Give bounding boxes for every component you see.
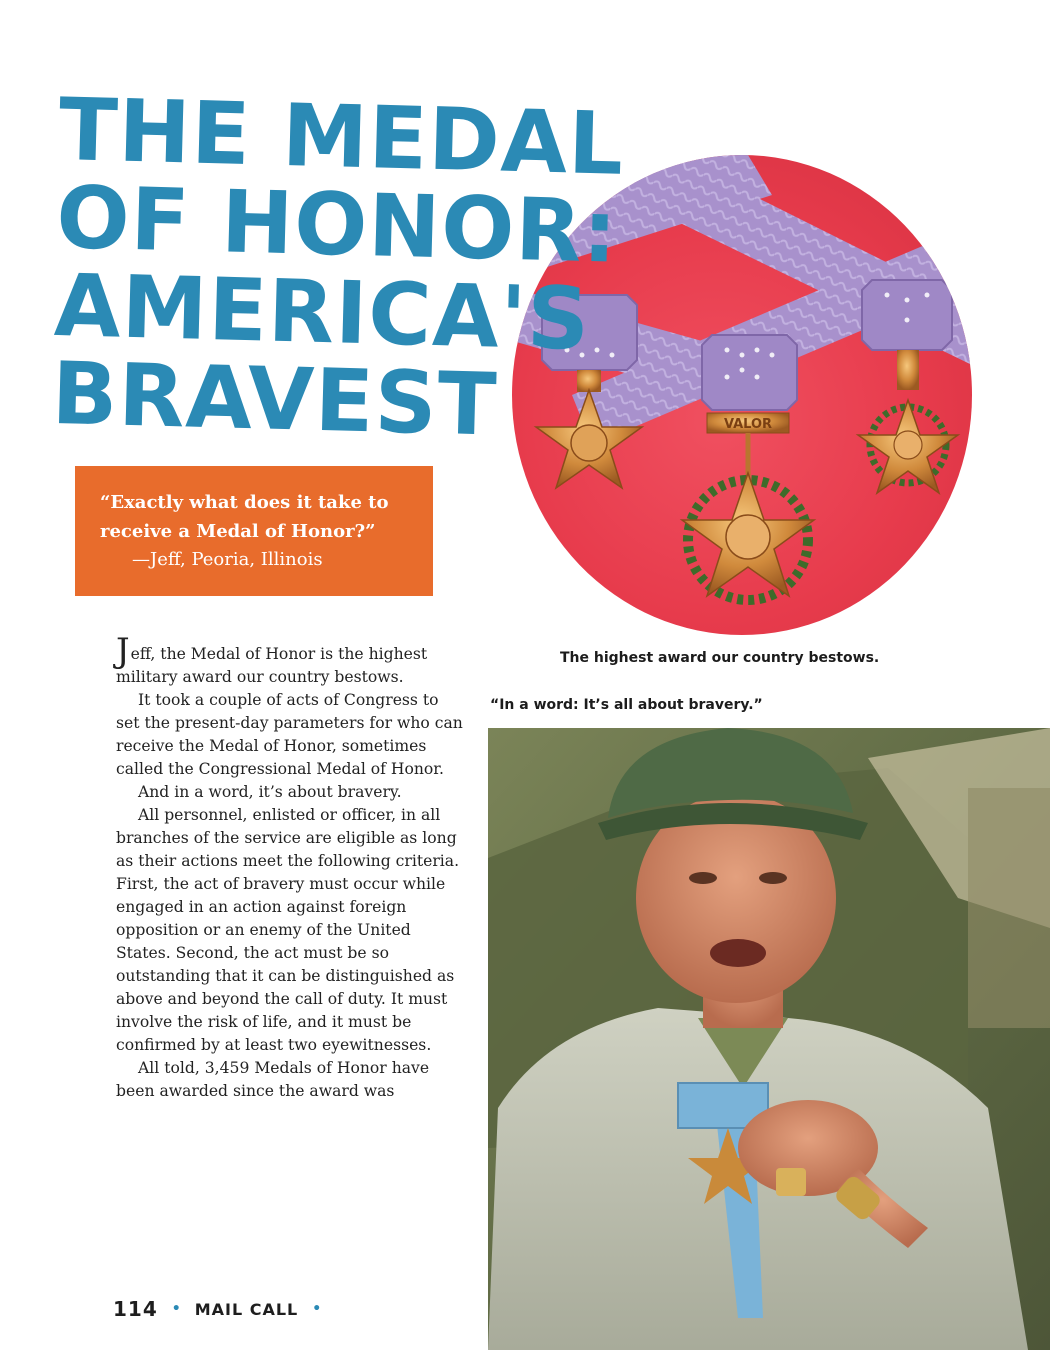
article-body: [116, 631, 466, 1103]
reader-question-box: [75, 466, 433, 596]
headline-line-2: OF HONOR:: [55, 167, 620, 283]
headline-line-1: THE MEDAL: [57, 80, 626, 195]
footer-dot-icon: •: [312, 1301, 322, 1317]
reader-question-author: —Jeff, Peoria, Illinois: [132, 549, 323, 570]
running-title: MAIL CALL: [194, 1299, 299, 1319]
footer-dot-icon: •: [171, 1301, 181, 1317]
host-photo: [488, 728, 1050, 1350]
page-headline: [50, 80, 660, 456]
body-paragraph: It took a couple of acts of Congress to set the present-day parameters for who can receive the Medal of Honor, sometimes called the Congressional Medal of Honor.: [116, 691, 463, 778]
headline-line-4: BRAVEST: [50, 343, 499, 456]
valor-engraving: VALOR: [723, 417, 773, 432]
army-medal: [682, 413, 814, 600]
body-paragraph: All told, 3,459 Medals of Honor have been awarded since the award was: [116, 1059, 430, 1100]
medals-photo-caption: The highest award our country bestows.: [560, 650, 880, 666]
body-paragraph-text: eff, the Medal of Honor is the highest military award our country bestows.: [116, 645, 428, 686]
third-medal: [858, 350, 958, 493]
ribbon-pad: [862, 280, 952, 350]
page-number: 114: [113, 1297, 158, 1321]
page-footer: [113, 1297, 335, 1321]
host-illustration: [488, 728, 1050, 1350]
body-paragraph: And in a word, it’s about bravery.: [138, 783, 402, 801]
reader-question-text: “Exactly what does it take to receive a Medal of Honor?”: [100, 492, 389, 542]
host-photo-caption: “In a word: It’s all about bravery.”: [490, 697, 763, 713]
body-paragraph: All personnel, enlisted or officer, in all branches of the service are eligible as long as their actions meet the following criteria. First, the act of bravery must occur while engaged in an action against foreign opposition or an enemy of the United States. Second, the act must be so outstanding that it can be distinguished as above and beyond the call of duty. It must involve the risk of life, and it must be confirmed by at least two eyewitnesses.: [116, 806, 460, 1054]
body-paragraph: [116, 631, 466, 689]
headline-line-3: AMERICA'S: [52, 255, 592, 370]
ribbon-pad: [702, 335, 797, 410]
drop-cap: J: [116, 631, 130, 671]
